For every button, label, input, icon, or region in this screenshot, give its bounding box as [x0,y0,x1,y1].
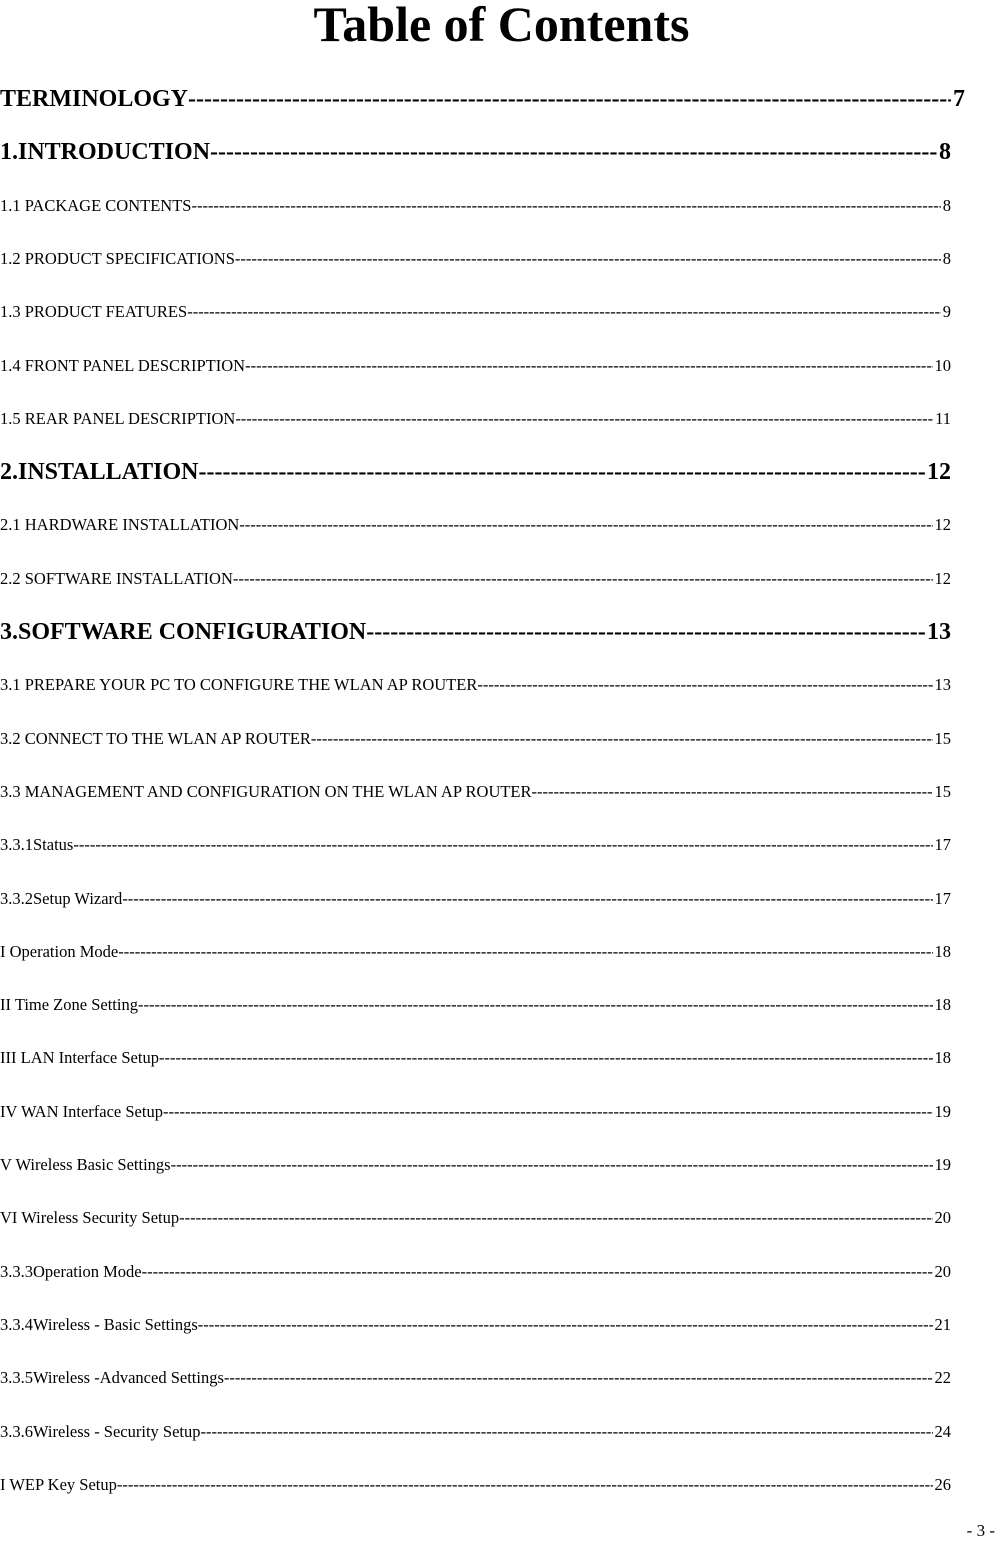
toc-entry-page: 12 [927,459,951,486]
toc-entry-label: I WEP Key Setup [0,1474,117,1494]
toc-entry-label: II Time Zone Setting [0,995,138,1015]
toc-entry[interactable] [0,135,951,169]
toc-entry-page: 7 [953,86,965,112]
toc-entry[interactable] [0,82,965,116]
toc-dot-leader [187,295,941,329]
toc-dot-leader [188,82,951,116]
toc-entry[interactable] [0,828,951,862]
toc-dot-leader [233,562,933,596]
toc-entry-page: 8 [942,195,951,215]
toc-entry-label: 3.1 PREPARE YOUR PC TO CONFIGURE THE WLAN AP ROUTER [0,675,478,695]
toc-entry[interactable] [0,295,951,329]
toc-entry[interactable] [0,935,951,969]
toc-entry[interactable] [0,722,951,756]
toc-entry[interactable] [0,668,951,702]
toc-entry[interactable] [0,1095,951,1129]
toc-dot-leader [245,349,932,383]
toc-dot-leader [210,135,937,169]
toc-entry[interactable] [0,1308,951,1342]
toc-entry-label: 1.1 PACKAGE CONTENTS [0,195,192,215]
toc-entry[interactable] [0,402,951,436]
toc-entry-label: 3.3.4Wireless - Basic Settings [0,1314,198,1334]
toc-entry-page: 17 [934,835,951,855]
toc-dot-leader [191,189,940,223]
toc-dot-leader [171,1148,933,1182]
toc-entry-page: 12 [934,568,951,588]
toc-entry-page: 19 [934,1101,951,1121]
toc-entry[interactable] [0,882,951,916]
toc-dot-leader [198,1308,933,1342]
toc-dot-leader [118,935,932,969]
toc-dot-leader [239,508,932,542]
toc-entry[interactable] [0,1041,951,1075]
toc-entry-label: 3.3.2Setup Wizard [0,888,123,908]
toc-entry[interactable] [0,1361,951,1395]
page-title: Table of Contents [313,0,690,52]
toc-entry[interactable] [0,1148,951,1182]
toc-dot-leader [201,1415,933,1449]
toc-dot-leader [179,1201,932,1235]
toc-dot-leader [311,722,933,756]
toc-dot-leader [199,455,926,489]
toc-entry-label: 3.3.6Wireless - Security Setup [0,1421,201,1441]
toc-entry-label: I Operation Mode [0,941,119,961]
toc-entry-page: 18 [934,995,951,1015]
toc-entry-label: TERMINOLOGY [0,86,189,112]
toc-entry-page: 21 [934,1314,951,1334]
toc-dot-leader [532,775,933,809]
toc-entry[interactable] [0,988,951,1022]
toc-entry[interactable] [0,508,951,542]
toc-entry-label: 1.3 PRODUCT FEATURES [0,302,188,322]
toc-entry[interactable] [0,455,951,489]
toc-entry[interactable] [0,562,951,596]
toc-dot-leader [138,988,933,1022]
toc-entry-label: 2.1 HARDWARE INSTALLATION [0,515,240,535]
toc-entry-label: 1.4 FRONT PANEL DESCRIPTION [0,355,246,375]
toc-entry-page: 15 [934,728,951,748]
toc-entry-label: III LAN Interface Setup [0,1048,159,1068]
toc-entry-label: 3.3 MANAGEMENT AND CONFIGURATION ON THE WLAN AP ROUTER [0,781,532,801]
toc-entry-label: 1.5 REAR PANEL DESCRIPTION [0,408,236,428]
toc-entry[interactable] [0,242,951,276]
toc-entry-label: 3.SOFTWARE CONFIGURATION [0,619,367,645]
toc-entry-page: 13 [934,675,951,695]
toc-dot-leader [235,242,941,276]
toc-dot-leader [117,1468,933,1502]
toc-entry[interactable] [0,1255,951,1289]
toc-entry[interactable] [0,1201,951,1235]
toc-entry-page: 13 [927,619,951,645]
toc-entry-page: 8 [939,139,951,166]
toc-entry[interactable] [0,349,951,383]
toc-entry-page: 8 [942,248,951,268]
toc-entry-page: 24 [934,1421,951,1441]
page-number: - 3 - [966,1521,995,1540]
toc-entry-label: 1.INTRODUCTION [0,139,211,166]
toc-dot-leader [159,1041,933,1075]
toc-dot-leader [235,402,933,436]
toc-entry[interactable] [0,1468,951,1502]
toc-entry-page: 22 [934,1368,951,1388]
toc-entry-label: 3.3.1Status [0,835,74,855]
toc-entry-page: 15 [934,781,951,801]
toc-dot-leader [224,1361,933,1395]
toc-entry-label: VI Wireless Security Setup [0,1208,180,1228]
toc-dot-leader [366,615,925,649]
toc-dot-leader [477,668,932,702]
toc-entry-label: 2.2 SOFTWARE INSTALLATION [0,568,233,588]
toc-entry-label: 2.INSTALLATION [0,459,199,486]
toc-entry-page: 18 [934,941,951,961]
toc-entry[interactable] [0,1415,951,1449]
toc-dot-leader [122,882,932,916]
toc-entry-page: 10 [934,355,951,375]
toc-entry-page: 26 [934,1474,951,1494]
toc-entry[interactable] [0,189,951,223]
toc-entry-page: 20 [934,1208,951,1228]
toc-entry-page: 9 [942,302,951,322]
toc-entry-label: 3.2 CONNECT TO THE WLAN AP ROUTER [0,728,311,748]
toc-entry-label: 3.3.3Operation Mode [0,1261,142,1281]
toc-entry-page: 18 [934,1048,951,1068]
toc-entry-label: V Wireless Basic Settings [0,1155,171,1174]
toc-entry-page: 12 [934,515,951,535]
toc-entry-label: IV WAN Interface Setup [0,1101,163,1121]
toc-entry-page: 19 [934,1155,951,1174]
toc-entry-page: 11 [935,408,951,428]
toc-dot-leader [73,828,932,862]
toc-entry[interactable] [0,615,951,649]
toc-entry-page: 17 [934,888,951,908]
toc-dot-leader [163,1095,933,1129]
toc-entry-label: 1.2 PRODUCT SPECIFICATIONS [0,248,235,268]
toc-entry[interactable] [0,775,951,809]
toc-entry-page: 20 [934,1261,951,1281]
toc-dot-leader [142,1255,933,1289]
toc-entry-label: 3.3.5Wireless -Advanced Settings [0,1368,224,1388]
